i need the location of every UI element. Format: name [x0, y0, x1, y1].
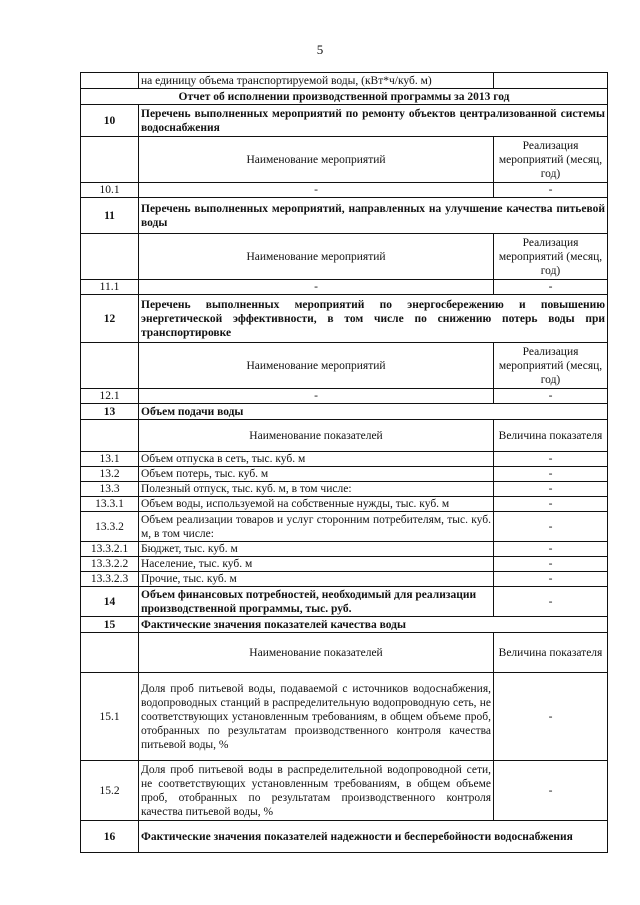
column-header-name: Наименование мероприятий: [139, 234, 494, 280]
section-number: 16: [81, 821, 139, 853]
section-13-header: [81, 404, 608, 420]
intro-row: [81, 73, 608, 89]
row-number: 11.1: [81, 280, 139, 295]
column-header-name: Наименование показателей: [139, 633, 494, 673]
empty-cell: [81, 137, 139, 183]
row-number: 13.3.2.2: [81, 557, 139, 572]
report-title: Отчет об исполнении производственной программы за 2013 год: [81, 89, 608, 105]
column-header-value: Величина показателя: [494, 633, 608, 673]
row-value: -: [494, 557, 608, 572]
intro-text: на единицу объема транспортируемой воды, (кВт*ч/куб. м): [139, 73, 494, 89]
section-title: Объем финансовых потребностей, необходимый для реализации производственной программы, тыс. руб.: [139, 587, 494, 617]
table-row: [81, 183, 608, 198]
row-number: 13.2: [81, 467, 139, 482]
row-name: Объем отпуска в сеть, тыс. куб. м: [139, 452, 494, 467]
row-name: -: [139, 389, 494, 404]
row-value: -: [494, 673, 608, 761]
column-header-impl: Реализация мероприятий (месяц, год): [494, 137, 608, 183]
row-name: Доля проб питьевой воды, подаваемой с источников водоснабжения, водопроводных станций в распределительную водопроводную сеть, не соответствующих установленным требованиям, в общем объеме проб, отобранных по результатам производственного контроля качества питьевой воды, %: [139, 673, 494, 761]
section-number: 13: [81, 404, 139, 420]
row-value: -: [494, 587, 608, 617]
row-value: -: [494, 512, 608, 542]
row-value: -: [494, 497, 608, 512]
section-11-header: [81, 198, 608, 234]
empty-cell: [81, 234, 139, 280]
table-row: [81, 761, 608, 821]
column-header-row: [81, 137, 608, 183]
section-number: 12: [81, 295, 139, 343]
column-header-name: Наименование мероприятий: [139, 137, 494, 183]
section-title: Объем подачи воды: [139, 404, 608, 420]
section-16-header: [81, 821, 608, 853]
table-row: [81, 482, 608, 497]
row-name: -: [139, 280, 494, 295]
column-header-name: Наименование мероприятий: [139, 343, 494, 389]
table-row: [81, 673, 608, 761]
intro-value: [494, 73, 608, 89]
section-title: Фактические значения показателей надежности и бесперебойности водоснабжения: [139, 821, 608, 853]
row-number: 13.3: [81, 482, 139, 497]
row-number: 15.1: [81, 673, 139, 761]
row-value: -: [494, 761, 608, 821]
section-number: 11: [81, 198, 139, 234]
row-name: Полезный отпуск, тыс. куб. м, в том числе:: [139, 482, 494, 497]
section-number: 10: [81, 105, 139, 137]
table-row: [81, 512, 608, 542]
column-header-row: [81, 343, 608, 389]
column-header-name: Наименование показателей: [139, 420, 494, 452]
row-value: -: [494, 572, 608, 587]
section-12-header: [81, 295, 608, 343]
empty-cell: [81, 343, 139, 389]
row-name: Объем реализации товаров и услуг сторонним потребителям, тыс. куб. м, в том числе:: [139, 512, 494, 542]
column-header-value: Величина показателя: [494, 420, 608, 452]
row-name: Объем потерь, тыс. куб. м: [139, 467, 494, 482]
table-row: [81, 389, 608, 404]
row-value: -: [494, 452, 608, 467]
empty-cell: [81, 633, 139, 673]
table-row: [81, 467, 608, 482]
report-table: [80, 72, 608, 853]
section-number: 14: [81, 587, 139, 617]
table-row: [81, 572, 608, 587]
table-row: [81, 280, 608, 295]
row-value: -: [494, 280, 608, 295]
column-header-row: [81, 633, 608, 673]
column-header-row: [81, 420, 608, 452]
table-row: [81, 557, 608, 572]
section-title: Перечень выполненных мероприятий по ремонту объектов централизованной системы водоснабжения: [139, 105, 608, 137]
row-number: 13.1: [81, 452, 139, 467]
page-number: 5: [316, 42, 324, 57]
column-header-impl: Реализация мероприятий (месяц, год): [494, 234, 608, 280]
row-value: -: [494, 482, 608, 497]
row-number: 10.1: [81, 183, 139, 198]
row-number: 15.2: [81, 761, 139, 821]
row-number: 13.3.2.3: [81, 572, 139, 587]
row-name: Население, тыс. куб. м: [139, 557, 494, 572]
row-name: Доля проб питьевой воды в распределительной водопроводной сети, не соответствующих установленным требованиям, в общем объеме проб, отобранных по результатам производственного контроля качества питьевой воды, %: [139, 761, 494, 821]
row-name: -: [139, 183, 494, 198]
section-15-header: [81, 617, 608, 633]
section-14-row: [81, 587, 608, 617]
row-value: -: [494, 183, 608, 198]
section-number: 15: [81, 617, 139, 633]
report-title-row: [81, 89, 608, 105]
row-value: -: [494, 389, 608, 404]
row-number: 13.3.2: [81, 512, 139, 542]
row-name: Бюджет, тыс. куб. м: [139, 542, 494, 557]
section-title: Фактические значения показателей качества воды: [139, 617, 608, 633]
intro-num-cell: [81, 73, 139, 89]
row-value: -: [494, 467, 608, 482]
column-header-row: [81, 234, 608, 280]
row-value: -: [494, 542, 608, 557]
row-name: Прочие, тыс. куб. м: [139, 572, 494, 587]
table-row: [81, 542, 608, 557]
row-number: 13.3.1: [81, 497, 139, 512]
row-number: 12.1: [81, 389, 139, 404]
table-row: [81, 497, 608, 512]
section-title: Перечень выполненных мероприятий по энергосбережению и повышению энергетической эффективности, в том числе по снижению потерь воды при транспортировке: [139, 295, 608, 343]
section-title: Перечень выполненных мероприятий, направленных на улучшение качества питьевой воды: [139, 198, 608, 234]
row-number: 13.3.2.1: [81, 542, 139, 557]
row-name: Объем воды, используемой на собственные нужды, тыс. куб. м: [139, 497, 494, 512]
table-row: [81, 452, 608, 467]
empty-cell: [81, 420, 139, 452]
column-header-impl: Реализация мероприятий (месяц, год): [494, 343, 608, 389]
section-10-header: [81, 105, 608, 137]
